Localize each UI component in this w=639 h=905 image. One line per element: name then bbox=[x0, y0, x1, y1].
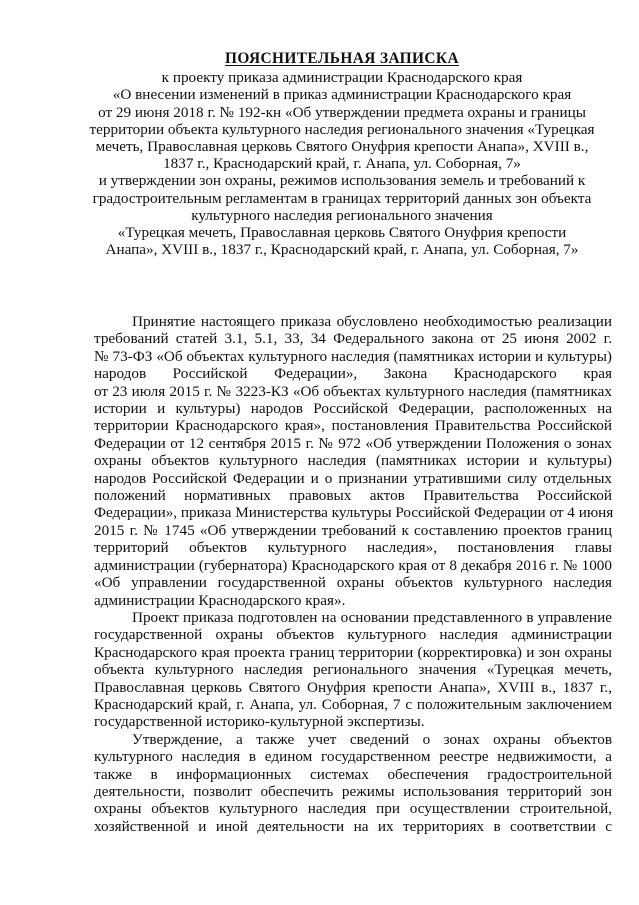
text-line: также в информационных системах обеспечения градостроительной bbox=[94, 765, 612, 783]
header-line: градостроительным регламентам в границах территорий данных зон объекта bbox=[92, 189, 592, 207]
document-header bbox=[86, 50, 598, 258]
text-line: культурного наследия в едином государственном реестре недвижимости, а bbox=[94, 748, 612, 766]
header-line: Анапа», XVIII в., 1837 г., Краснодарский край, г. Анапа, ул. Соборная, 7» bbox=[105, 241, 579, 259]
text-line: охраны объектов культурного наследия при осуществлении строительной, bbox=[94, 800, 612, 818]
text-line: территорий объектов культурного наследия», постановления главы bbox=[94, 539, 612, 557]
text-line: государственной историко-культурной экспертизы. bbox=[94, 713, 425, 731]
text-line: Федерации», приказа Министерства культуры Российской Федерации от 4 июня bbox=[94, 504, 614, 522]
text-line: Федерации от 12 сентября 2015 г. № 972 «Об утверждении Положения о зонах bbox=[94, 434, 612, 452]
header-line: «Турецкая мечеть, Православная церковь Святого Онуфрия крепости bbox=[117, 224, 567, 242]
header-line: мечеть, Православная церковь Святого Онуфрия крепости Анапа», XVIII в., bbox=[95, 138, 589, 156]
header-line: и утверждении зон охраны, режимов использования земель и требований к bbox=[98, 172, 586, 190]
text-line: «Об управлении государственной охраны объектов культурного наследия bbox=[94, 574, 612, 592]
text-line: Краснодарского края проекта границ территории (корректировка) и зон охраны bbox=[94, 643, 612, 661]
document-body bbox=[94, 313, 612, 835]
text-line: от 23 июля 2015 г. № 3223-КЗ «Об объектах культурного наследия (памятниках bbox=[94, 382, 612, 400]
text-line: Утверждение, а также учет сведений о зонах охраны объектов bbox=[132, 730, 612, 748]
text-line: администрации (губернатора) Краснодарского края от 8 декабря 2016 г. № 1000 bbox=[94, 556, 612, 574]
paragraph-2 bbox=[94, 609, 612, 731]
text-line: объекта культурного наследия регионального значения «Турецкая мечеть, bbox=[94, 661, 612, 679]
text-line: территории Краснодарского края», постановления Правительства Российской bbox=[94, 417, 612, 435]
text-line: истории и культуры) народов Российской Федерации, расположенных на bbox=[94, 400, 612, 418]
text-line: народов Российской Федерации и о признании утратившими силу отдельных bbox=[94, 469, 612, 487]
text-line: Проект приказа подготовлен на основании представленного в управление bbox=[132, 608, 612, 626]
text-line: администрации Краснодарского края». bbox=[94, 591, 346, 609]
text-line: положений нормативных правовых актов Правительства Российской bbox=[94, 487, 612, 505]
paragraph-3 bbox=[94, 731, 612, 835]
header-line: от 29 июня 2018 г. № 192-кн «Об утверждении предмета охраны и границы bbox=[98, 103, 586, 121]
header-line: территории объекта культурного наследия регионального значения «Турецкая bbox=[89, 120, 595, 138]
header-line: к проекту приказа администрации Краснодарского края bbox=[161, 69, 523, 87]
text-line: 2015 г. № 1745 «Об утверждении требований к составлению проектов границ bbox=[94, 521, 612, 539]
text-line: охраны объектов культурного наследия (памятниках истории и культуры) bbox=[94, 452, 612, 470]
text-line: государственной охраны объектов культурного наследия администрации bbox=[94, 626, 612, 644]
header-line: культурного наследия регионального значения bbox=[191, 206, 493, 224]
text-line: народов Российской Федерации», Закона Краснодарского края bbox=[94, 365, 612, 383]
text-line: деятельности, позволит обеспечить режимы использования территорий зон bbox=[94, 782, 612, 800]
paragraph-1 bbox=[94, 313, 612, 609]
text-line: Краснодарский край, г. Анапа, ул. Соборная, 7 с положительным заключением bbox=[94, 695, 612, 713]
text-line: Принятие настоящего приказа обусловлено необходимостью реализации bbox=[132, 313, 612, 330]
text-line: требований статей 3.1, 5.1, 33, 34 Федерального закона от 25 июня 2002 г. bbox=[94, 330, 612, 348]
header-line: 1837 г., Краснодарский край, г. Анапа, ул. Соборная, 7» bbox=[163, 155, 521, 173]
document-title: ПОЯСНИТЕЛЬНАЯ ЗАПИСКА bbox=[225, 50, 459, 67]
text-line: Православная церковь Святого Онуфрия крепости Анапа», XVIII в., 1837 г., bbox=[94, 678, 612, 696]
text-line: № 73-ФЗ «Об объектах культурного наследия (памятниках истории и культуры) bbox=[94, 347, 612, 365]
text-line: хозяйственной и иной деятельности на их территориях в соответствии с bbox=[94, 817, 612, 835]
header-line: «О внесении изменений в приказ администрации Краснодарского края bbox=[112, 86, 572, 104]
